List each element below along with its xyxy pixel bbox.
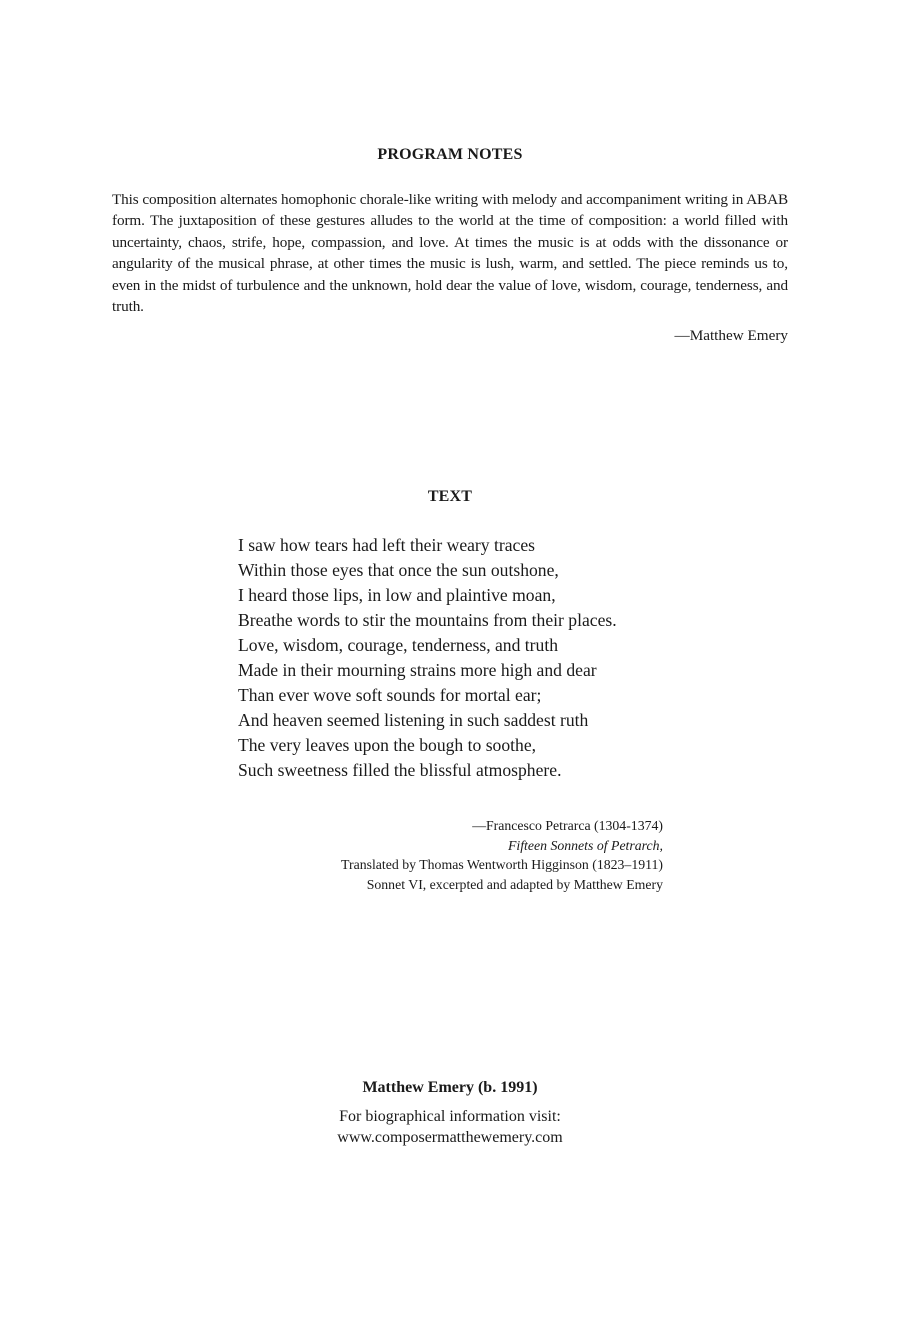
program-notes-heading: PROGRAM NOTES	[377, 146, 523, 163]
attribution-translator: Translated by Thomas Wentworth Higginson (1823–1911)	[341, 857, 663, 872]
poem-attribution	[341, 816, 663, 894]
poem-line: Made in their mourning strains more high and dear	[238, 660, 597, 680]
attribution-author: —Francesco Petrarca (1304-1374)	[472, 818, 663, 833]
program-notes-body: This composition alternates homophonic chorale-like writing with melody and accompaniment writing in ABAB form. The juxtaposition of these gestures alludes to the world at the time of composition: a world filled with uncertainty, chaos, strife, hope, compassion, and love. At times the music is at odds with the dissonance or angularity of the musical phrase, at other times the music is lush, warm, and settled. The piece reminds us to, even in the midst of turbulence and the unknown, hold dear the value of love, wisdom, courage, tenderness, and truth.	[112, 191, 788, 316]
poem-line: Love, wisdom, courage, tenderness, and truth	[238, 635, 559, 655]
poem-line: Within those eyes that once the sun outshone,	[238, 560, 559, 580]
composer-section	[0, 1079, 900, 1148]
poem-line: Such sweetness filled the blissful atmosphere.	[238, 760, 562, 780]
composer-website-link[interactable]: www.composermatthewemery.com	[337, 1129, 563, 1146]
composer-info-line: For biographical information visit:	[339, 1108, 561, 1125]
text-heading: TEXT	[427, 488, 473, 505]
attribution-note: Sonnet VI, excerpted and adapted by Matthew Emery	[366, 876, 663, 892]
poem-line: Breathe words to stir the mountains from their places.	[238, 610, 617, 630]
poem	[238, 533, 698, 783]
poem-line: I saw how tears had left their weary traces	[238, 535, 536, 555]
attribution-source: Fifteen Sonnets of Petrarch,	[507, 837, 663, 853]
poem-line: Than ever wove soft sounds for mortal ear;	[238, 685, 542, 705]
poem-line: The very leaves upon the bough to soothe,	[238, 735, 537, 755]
composer-name: Matthew Emery (b. 1991)	[362, 1079, 538, 1096]
poem-line: And heaven seemed listening in such saddest ruth	[238, 710, 589, 730]
poem-line: I heard those lips, in low and plaintive moan,	[238, 585, 556, 605]
program-notes-signature: —Matthew Emery	[674, 327, 788, 344]
